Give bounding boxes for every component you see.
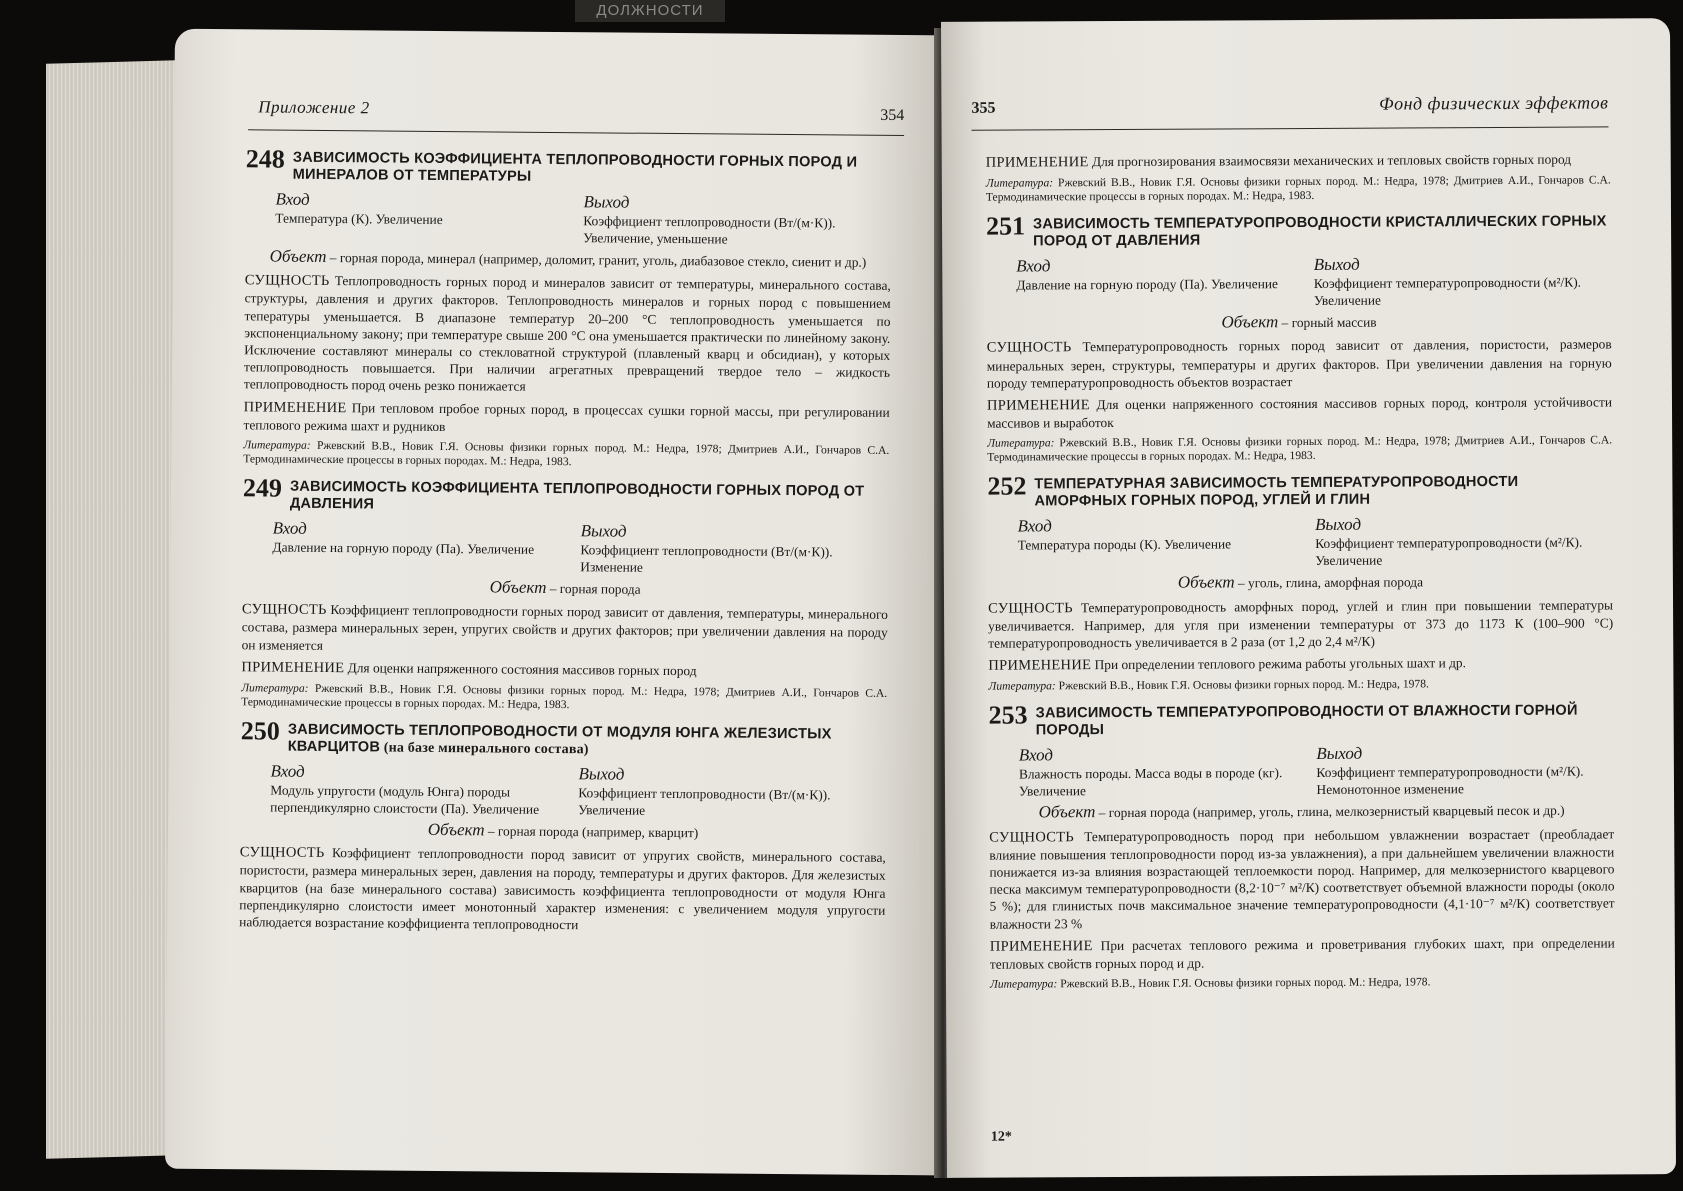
object-text: – горная порода (например, уголь, глина, мелкозернистый кварцевый песок и др.) bbox=[1095, 803, 1565, 821]
object-line bbox=[989, 801, 1614, 822]
entry-heading bbox=[987, 472, 1612, 511]
output-text: Коэффициент теплопроводности (Вт/(м·К)). Увеличение bbox=[578, 785, 831, 818]
input-text: Температура породы (К). Увеличение bbox=[1017, 536, 1232, 553]
entry-title-text: ЗАВИСИМОСТЬ КОЭФФИЦИЕНТА ТЕПЛОПРОВОДНОСТИ ГОРНЫХ ПОРОД И МИНЕРАЛОВ ОТ ТЕМПЕРАТУРЫ bbox=[292, 149, 858, 185]
input-label: Вход bbox=[275, 189, 310, 209]
entry-title bbox=[1034, 472, 1612, 511]
right-running-head bbox=[971, 92, 1608, 121]
entry-249 bbox=[241, 473, 889, 715]
entry-title-text: ТЕМПЕРАТУРНАЯ ЗАВИСИМОСТЬ ТЕМПЕРАТУРОПРОВОДНОСТИ АМОРФНЫХ ГОРНЫХ ПОРОД, УГЛЕЙ И ГЛИН bbox=[1034, 474, 1519, 510]
left-page bbox=[165, 29, 945, 1176]
output-column bbox=[578, 764, 886, 821]
object-line bbox=[987, 312, 1612, 333]
left-header-title: Приложение 2 bbox=[258, 97, 370, 118]
entry-248 bbox=[243, 144, 892, 472]
literature-text: Ржевский В.В., Новик Г.Я. Основы физики горных пород. М.: Недра, 1978; Дмитриев А.И., Гончаров С.А. Термодинамические процессы в горных породах. М.: Недра, 1983. bbox=[243, 438, 890, 469]
essence-label: СУЩНОСТЬ bbox=[988, 599, 1073, 617]
right-page-number: 355 bbox=[971, 99, 996, 117]
left-page-number: 354 bbox=[880, 106, 905, 125]
entry-title bbox=[293, 148, 892, 189]
entry-number: 251 bbox=[985, 211, 1026, 241]
literature-text: Ржевский В.В., Новик Г.Я. Основы физики горных пород. М.: Недра, 1978; Дмитриев А.И., Гончаров С.А. Термодинамические процессы в горных породах. М.: Недра, 1983. bbox=[241, 681, 888, 712]
input-label: Вход bbox=[270, 761, 305, 781]
input-text: Модуль упругости (модуль Юнга) породы перпендикулярно слоистости (Па). Увеличение bbox=[270, 782, 540, 817]
entry-title-text: ЗАВИСИМОСТЬ ТЕМПЕРАТУРОПРОВОДНОСТИ КРИСТАЛЛИЧЕСКИХ ГОРНЫХ ПОРОД ОТ ДАВЛЕНИЯ bbox=[1032, 213, 1607, 250]
output-label: Выход bbox=[1315, 515, 1362, 535]
entry-number: 248 bbox=[245, 144, 285, 174]
input-output bbox=[272, 519, 888, 578]
application-text: При определении теплового режима работы угольных шахт и др. bbox=[1091, 655, 1466, 673]
output-label: Выход bbox=[580, 521, 627, 541]
input-column bbox=[272, 519, 580, 576]
object-line bbox=[245, 247, 891, 271]
essence-text: Температуропроводность горных пород зависит от давления, пористости, размеров минеральных зерен, структуры, температуры и других факторов. При увеличении давления на горную породу температуропроводность объектов возрастает bbox=[986, 336, 1612, 391]
entry-heading bbox=[989, 701, 1614, 740]
application-text: Для оценки напряженного состояния массивов горных пород, контроля устойчивости массивов и выработок bbox=[987, 394, 1613, 431]
application-label: ПРИМЕНЕНИЕ bbox=[985, 154, 1089, 171]
entry-250 bbox=[239, 716, 887, 936]
application-paragraph bbox=[988, 654, 1613, 675]
object-label: Объект bbox=[269, 246, 327, 266]
application-text: Для прогнозирования взаимосвязи механических и тепловых свойств горных пород bbox=[1088, 151, 1572, 170]
application-label: ПРИМЕНЕНИЕ bbox=[243, 398, 347, 416]
object-line bbox=[240, 819, 886, 843]
essence-text: Коэффициент теплопроводности пород зависит от упругих свойств, минерального состава, пористости, размера минеральных зерен, давления на породу, температуры и других факторов. Для железистых кварцитов (на базе минерального состава) зависимость коэффициента теплопроводности от модуля Юнга перпендикулярно слоистости имеет монотонный характер изменения: с увеличением модуля упругости наблюдается возрастание коэффициента теплопроводности bbox=[239, 845, 886, 933]
input-label: Вход bbox=[272, 518, 307, 538]
essence-label: СУЩНОСТЬ bbox=[241, 601, 327, 619]
left-header-rule bbox=[248, 129, 904, 136]
essence-text: Теплопроводность горных пород и минералов зависит от температуры, минерального состава, структуры, давления и других факторов. Теплопроводность минералов и горных пород с повышением тепературы уменьшается. В диапазоне температур 20–200 °С теплопроводность уменьшается по экспоненциальному закону; при температуре свыше 200 °С она уменьшается практически по линейному закону. Исключение составляют минералы со стекловатной структурой (плавленый кварц и обсидиан), у которых теплопроводность повышается. При наличии агрегатных превращений твердое тело – жидкость теплопроводность пород очень резко понижается bbox=[243, 273, 891, 395]
object-text: – горная порода bbox=[546, 580, 641, 597]
input-output bbox=[1016, 254, 1611, 311]
literature-text: Ржевский В.В., Новик Г.Я. Основы физики горных пород. М.: Недра, 1978; Дмитриев А.И., Гончаров С.А. Термодинамические процессы в горных породах. М.: Недра, 1983. bbox=[987, 433, 1613, 465]
essence-paragraph bbox=[988, 596, 1613, 652]
object-text: – горная порода (например, кварцит) bbox=[484, 823, 699, 841]
output-label: Выход bbox=[1313, 254, 1360, 275]
output-text: Коэффициент теплопроводности (Вт/(м·К)). Увеличение, уменьшение bbox=[583, 213, 836, 247]
input-column bbox=[1018, 515, 1316, 571]
application-text: При тепловом пробое горных пород, в процессах сушки горной массы, при регулировании теплового режима шахт и рудников bbox=[243, 399, 890, 434]
object-text: – горный массив bbox=[1278, 314, 1377, 331]
literature-label: Литература: bbox=[241, 681, 309, 695]
literature-reference bbox=[990, 975, 1615, 992]
entry-title-text: ЗАВИСИМОСТЬ КОЭФФИЦИЕНТА ТЕПЛОПРОВОДНОСТИ ГОРНЫХ ПОРОД ОТ ДАВЛЕНИЯ bbox=[289, 478, 865, 513]
input-text: Давление на горную породу (Па). Увеличение bbox=[1016, 276, 1279, 293]
input-label: Вход bbox=[1018, 745, 1054, 765]
application-label: ПРИМЕНЕНИЕ bbox=[986, 397, 1090, 414]
entry-title-subtitle: (на базе минерального состава) bbox=[380, 740, 589, 758]
literature-label: Литература: bbox=[988, 679, 1056, 694]
entry-number: 252 bbox=[987, 471, 1027, 502]
essence-label: СУЩНОСТЬ bbox=[244, 272, 330, 290]
output-text: Коэффициент температуропроводности (м²/К). Немонотонное изменение bbox=[1316, 763, 1584, 798]
input-output bbox=[1019, 743, 1614, 800]
application-text: Для оценки напряженного состояния массивов горных пород bbox=[344, 660, 697, 679]
input-label: Вход bbox=[1016, 256, 1051, 276]
entry-number: 253 bbox=[988, 700, 1028, 731]
application-paragraph bbox=[243, 398, 889, 439]
output-label: Выход bbox=[583, 192, 630, 212]
output-column bbox=[583, 192, 891, 249]
essence-label: СУЩНОСТЬ bbox=[239, 844, 325, 862]
essence-text: Температуропроводность аморфных пород, углей и глин при повышении температуры увеличивается. Например, для угля при изменении температуры от 373 до 1173 К (100–900 °С) температуропроводность увеличивается в 2 раза (от 1,2 до 2,4 м²/К) bbox=[988, 597, 1614, 651]
output-column bbox=[1315, 514, 1613, 570]
literature-label: Литература: bbox=[989, 977, 1058, 991]
output-text: Коэффициент теплопроводности (Вт/(м·К)). Изменение bbox=[580, 542, 833, 575]
book-page-edges bbox=[46, 60, 177, 1158]
application-paragraph bbox=[990, 934, 1615, 973]
entry-number: 249 bbox=[242, 473, 283, 503]
entry-252 bbox=[987, 472, 1613, 694]
input-label: Вход bbox=[1017, 516, 1052, 536]
literature-text: Ржевский В.В., Новик Г.Я. Основы физики горных пород. М.: Недра, 1978; Дмитриев А.И., Гончаров С.А. Термодинамические процессы в горных породах. М.: Недра, 1983. bbox=[985, 173, 1611, 204]
object-text: – горная порода, минерал (например, доломит, гранит, уголь, диабазовое стекло, сиенит и др.) bbox=[326, 249, 867, 270]
output-column bbox=[1314, 254, 1612, 310]
literature-label: Литература: bbox=[987, 436, 1055, 451]
entry-253 bbox=[989, 701, 1615, 992]
input-column bbox=[1019, 744, 1317, 800]
application-label: ПРИМЕНЕНИЕ bbox=[241, 659, 345, 677]
right-page bbox=[941, 18, 1676, 1178]
right-header-title: Фонд физических эффектов bbox=[1379, 92, 1609, 114]
object-label: Объект bbox=[1038, 802, 1096, 822]
entry-250-continuation bbox=[986, 150, 1611, 204]
literature-reference bbox=[241, 681, 887, 715]
output-text: Коэффициент температуропроводности (м²/К). Увеличение bbox=[1315, 534, 1583, 569]
literature-text: Ржевский В.В., Новик Г.Я. Основы физики горных пород. М.: Недра, 1978. bbox=[1057, 975, 1431, 991]
input-output bbox=[1018, 514, 1613, 571]
entry-251 bbox=[986, 212, 1612, 465]
entry-title-text: ЗАВИСИМОСТЬ ТЕМПЕРАТУРОПРОВОДНОСТИ ОТ ВЛАЖНОСТИ ГОРНОЙ ПОРОДЫ bbox=[1035, 703, 1578, 739]
entry-title bbox=[288, 720, 887, 761]
input-column bbox=[270, 762, 578, 819]
left-content bbox=[239, 144, 892, 946]
essence-text: Коэффициент теплопроводности горных пород зависит от давления, температуры, минерального состава, размера минеральных зерен, упругих свойств и других факторов; при увеличении давления на породу он изменяется bbox=[241, 602, 888, 653]
object-label: Объект bbox=[1221, 312, 1279, 332]
entry-heading bbox=[245, 144, 892, 189]
entry-title bbox=[1036, 701, 1614, 740]
signature-mark: 12* bbox=[990, 1129, 1012, 1145]
essence-paragraph bbox=[987, 336, 1612, 392]
essence-label: СУЩНОСТЬ bbox=[989, 828, 1075, 846]
output-label: Выход bbox=[1316, 744, 1363, 764]
right-content bbox=[986, 150, 1615, 1002]
application-paragraph bbox=[241, 658, 887, 682]
entry-title bbox=[290, 477, 889, 518]
output-label: Выход bbox=[578, 764, 625, 784]
essence-paragraph bbox=[989, 825, 1615, 932]
object-label: Объект bbox=[1177, 572, 1235, 593]
application-paragraph bbox=[987, 393, 1612, 432]
essence-label: СУЩНОСТЬ bbox=[986, 339, 1072, 357]
essence-paragraph bbox=[242, 601, 888, 659]
application-paragraph bbox=[986, 150, 1611, 171]
left-running-head bbox=[258, 97, 904, 129]
output-text: Коэффициент температуропроводности (м²/К). Увеличение bbox=[1313, 274, 1582, 309]
input-column bbox=[275, 190, 583, 247]
bookmark-tab: ДОЛЖНОСТИ bbox=[575, 0, 725, 22]
object-line bbox=[988, 572, 1613, 593]
application-label: ПРИМЕНЕНИЕ bbox=[989, 937, 1093, 955]
essence-paragraph bbox=[239, 844, 886, 937]
application-text: При расчетах теплового режима и проветривания глубоких шахт, при определении тепловых свойств горных пород и др. bbox=[989, 935, 1615, 972]
right-header-rule bbox=[972, 126, 1609, 130]
essence-paragraph bbox=[244, 271, 891, 398]
literature-label: Литература: bbox=[985, 176, 1054, 190]
input-text: Давление на горную породу (Па). Увеличение bbox=[272, 539, 535, 557]
object-label: Объект bbox=[489, 577, 547, 597]
output-column bbox=[1316, 743, 1614, 799]
literature-reference bbox=[986, 174, 1611, 205]
entry-heading bbox=[242, 473, 889, 518]
object-text: – уголь, глина, аморфная порода bbox=[1234, 574, 1424, 591]
entry-heading bbox=[240, 716, 887, 761]
object-label: Объект bbox=[427, 819, 485, 840]
input-output bbox=[275, 190, 891, 249]
object-line bbox=[242, 576, 888, 600]
literature-text: Ржевский В.В., Новик Г.Я. Основы физики горных пород. М.: Недра, 1978. bbox=[1055, 677, 1429, 693]
input-column bbox=[1016, 255, 1314, 311]
literature-reference bbox=[987, 434, 1612, 465]
literature-reference bbox=[988, 677, 1613, 694]
literature-reference bbox=[243, 438, 889, 472]
input-output bbox=[270, 762, 886, 821]
entry-title-text: ЗАВИСИМОСТЬ ТЕПЛОПРОВОДНОСТИ ОТ МОДУЛЯ ЮНГА ЖЕЛЕЗИСТЫХ КВАРЦИТОВ bbox=[287, 721, 832, 756]
input-text: Температура (К). Увеличение bbox=[275, 210, 443, 228]
entry-title bbox=[1033, 212, 1611, 251]
literature-label: Литература: bbox=[243, 438, 311, 452]
input-text: Влажность породы. Масса воды в породе (кг). Увеличение bbox=[1018, 765, 1283, 799]
entry-number: 250 bbox=[240, 716, 280, 746]
application-label: ПРИМЕНЕНИЕ bbox=[988, 657, 1092, 674]
entry-heading bbox=[986, 212, 1611, 251]
essence-text: Температуропроводность пород при небольшом увлажнении возрастает (преобладает влияние повышения теплопроводности пород из-за увлажнения), а при дальнейшем увеличении влажности понижается из-за влияния возрастающей теплоемкости пород. Например, для мелкозернистого кварцевого песка максимум температуропроводности (8,2·10⁻⁷ м²/К) соответствует объемной влажности породы (около 5 %); для глинистых почв максимальное значение температуропроводности (4,1·10⁻⁷ м²/К) соответствует влажности 23 % bbox=[989, 826, 1615, 932]
output-column bbox=[580, 521, 888, 578]
